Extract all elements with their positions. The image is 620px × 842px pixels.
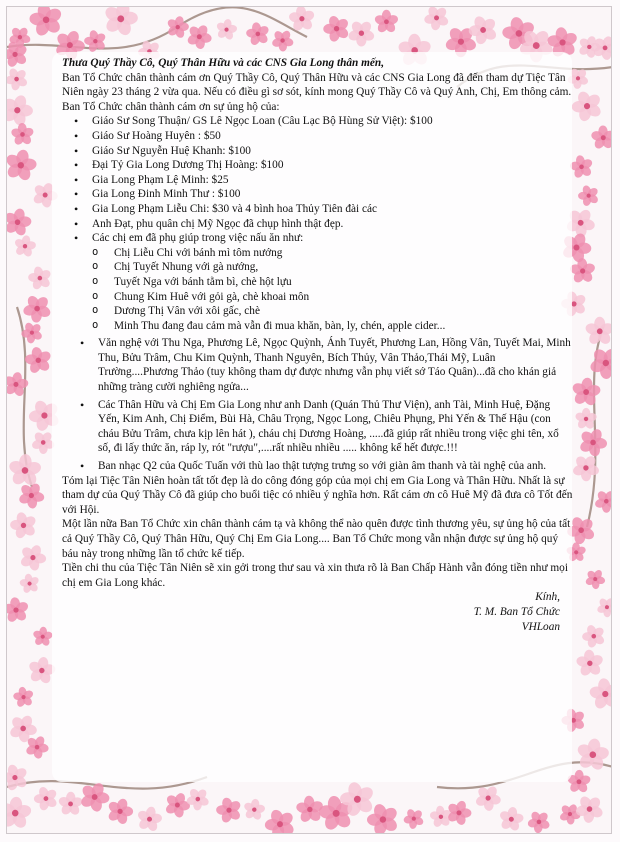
blossom (7, 758, 34, 797)
blossom (15, 569, 44, 598)
blossom (182, 783, 212, 814)
signature-committee: T. M. Ban Tổ Chức (473, 605, 560, 618)
list-item: o Chị Tuyết Nhung với gà nướng, (62, 260, 574, 275)
signature-name: VHLoan (521, 620, 560, 633)
blossom (18, 542, 48, 573)
signature-regards: Kính, (535, 591, 560, 604)
blossom (210, 791, 247, 829)
list-item: • Anh Đạt, phu quân chị Mỹ Ngọc đã chụp hình thật đẹp. (62, 217, 574, 232)
signature-block (62, 590, 574, 634)
blossom (7, 506, 43, 545)
blossom (132, 802, 167, 834)
intro-paragraph: Ban Tổ Chức chân thành cám ơn Quý Thầy Cô, Quý Thân Hữu và các CNS Gia Long đã đến tham dự Tiệc Tân Niên ngày 23 tháng 2 vừa qua. Nếu có điều gì sơ sót, kính mong Quý Thầy Cô và Quý Anh, Chị, Em thông cảm. (62, 71, 572, 99)
blossom (369, 7, 404, 39)
blossom (18, 289, 56, 328)
blossom (8, 682, 39, 713)
list-item: • Văn nghệ với Thu Nga, Phương Lê, Ngọc Quỳnh, Ánh Tuyết, Phương Lan, Hồng Vân, Tuyết Mai, Minh Thu, Bửu Trâm, Chu Kim Quỳnh, Thanh Nguyên, Bích Thủy, Vân Thảo,Thái Mỹ, Luân Trường....Phương Thảo (tuy không tham dự được nhưng vẫn phụ viết sớ Táo Quân)...đã cho khán giả những tràng cười nghiêng ngửa... (62, 336, 574, 394)
blossom (419, 7, 453, 35)
blossom (585, 342, 612, 384)
blossom (106, 797, 133, 825)
blossom (240, 16, 275, 51)
supporter-list (62, 114, 574, 245)
list-item: • Các chị em đã phụ giúp trong việc nấu ăn như: (62, 231, 574, 246)
list-item: o Tuyết Nga với bánh tằm bì, chè hột lựu (62, 275, 574, 290)
blossom (162, 12, 192, 42)
list-item: • Đại Tỷ Gia Long Dương Thị Hoàng: $100 (62, 158, 574, 173)
blossom (7, 63, 32, 95)
blossom (10, 231, 41, 261)
blossom (570, 732, 612, 777)
blossom (239, 794, 269, 824)
blossom (494, 802, 528, 834)
blossom (344, 15, 379, 50)
greeting: Thưa Quý Thầy Cô, Quý Thân Hữu và các CNS Gia Long thân mến, (62, 57, 385, 69)
summary-paragraph: Tóm lại Tiệc Tân Niên hoàn tất tốt đẹp là do công đóng góp của mọi chị em Gia Long và Thân Hữu. Nhất là sự tham dự của Quý Thầy Cô đã giúp cho buổi tiệc có nhiều ý nghĩa hơn. Rất cám ơn cô Huê Mỹ đã đưa cô Tốt đến với Hội. (62, 474, 573, 516)
closing-paragraph: Tiền chi thu của Tiệc Tân Niên sẽ xin gởi trong thư sau và xin thưa rõ là Ban Chấp Hành vẫn đóng tiền như mọi chị em Gia Long khác. (62, 562, 568, 589)
list-item: • Giáo Sư Song Thuận/ GS Lê Ngọc Loan (Câu Lạc Bộ Hùng Sử Việt): $100 (62, 114, 574, 129)
blossom (7, 790, 38, 834)
blossom (523, 806, 554, 834)
blossom (7, 367, 33, 401)
blossom (7, 203, 37, 240)
blossom (7, 93, 34, 127)
list-item: • Giáo Sư Hoàng Huyên : $50 (62, 129, 574, 144)
support-heading: Ban Tổ Chức chân thành cám ơn sự ủng hộ của: (62, 100, 280, 113)
list-item: • Các Thân Hữu và Chị Em Gia Long như anh Danh (Quán Thủ Thư Viện), anh Tài, Minh Huệ, Đặng Yến, Kim Anh, Chị Điểm, Bùi Hà, Châu Trọng, Ngọc Long, Chiêu Phụng, Phi Yến & Thế Hậu (con cháu Bửu Trâm, chưa kịp lên hát ), cháu chị Dương Hoàng, .....đã giúp rất nhiều trong việc ghi tên, xổ số, đi lấy thức ăn, ráp ly, rót "rượu",....rất nhiều nhiều ..... không kể hết được.!!! (62, 398, 574, 456)
list-item: o Dương Thị Vân với xôi gấc, chè (62, 304, 574, 319)
blossom (570, 643, 610, 683)
blossom (578, 310, 612, 352)
blossom (577, 619, 610, 653)
thanks-paragraph: Một lần nữa Ban Tổ Chức xin chân thành cám tạ và không thể nào quên được tình thương yêu, sự ủng hộ của tất cả Quý Thầy Cô, Quý Thân Hữu, Quý Chị Em Gia Long.... Ban Tổ Chức mong vẫn nhận được sự ủng hộ quý báu này trong những lần tổ chức kế tiếp. (62, 518, 571, 560)
cook-list (62, 246, 574, 334)
blossom (583, 566, 608, 591)
blossom (582, 671, 612, 718)
blossom (577, 426, 609, 459)
blossom (317, 9, 355, 48)
list-item: o Minh Thu đang đau cảm mà vẫn đi mua khăn, bàn, ly, chén, apple cider... (62, 319, 574, 334)
list-item: • Gia Long Đinh Minh Thư : $100 (62, 187, 574, 202)
list-item: o Chung Kim Huê với gỏi gà, chè khoai môn (62, 290, 574, 305)
list-item: • Ban nhạc Q2 của Quốc Tuấn với thù lao thật tượng trưng so với giàn âm thanh và tài nghệ của anh. (62, 459, 574, 474)
list-item: • Gia Long Phạm Liễu Chi: $30 và 4 bình hoa Thủy Tiên đài các (62, 202, 574, 217)
blossom (212, 15, 242, 44)
letter-content (62, 56, 574, 634)
blossom (585, 120, 612, 156)
list-item: o Chị Liễu Chi với bánh mì tôm nướng (62, 246, 574, 261)
blossom (7, 591, 35, 629)
blossom (594, 594, 612, 620)
blossom (28, 781, 63, 816)
blossom (163, 790, 191, 819)
list-item: • Gia Long Phạm Lệ Minh: $25 (62, 173, 574, 188)
list-item: • Giáo Sư Nguyễn Huệ Khanh: $100 (62, 144, 574, 159)
helper-list (62, 336, 574, 473)
blossom (7, 144, 43, 187)
blossom (399, 804, 427, 833)
blossom (269, 26, 297, 55)
blossom (258, 802, 301, 834)
blossom (573, 180, 604, 211)
